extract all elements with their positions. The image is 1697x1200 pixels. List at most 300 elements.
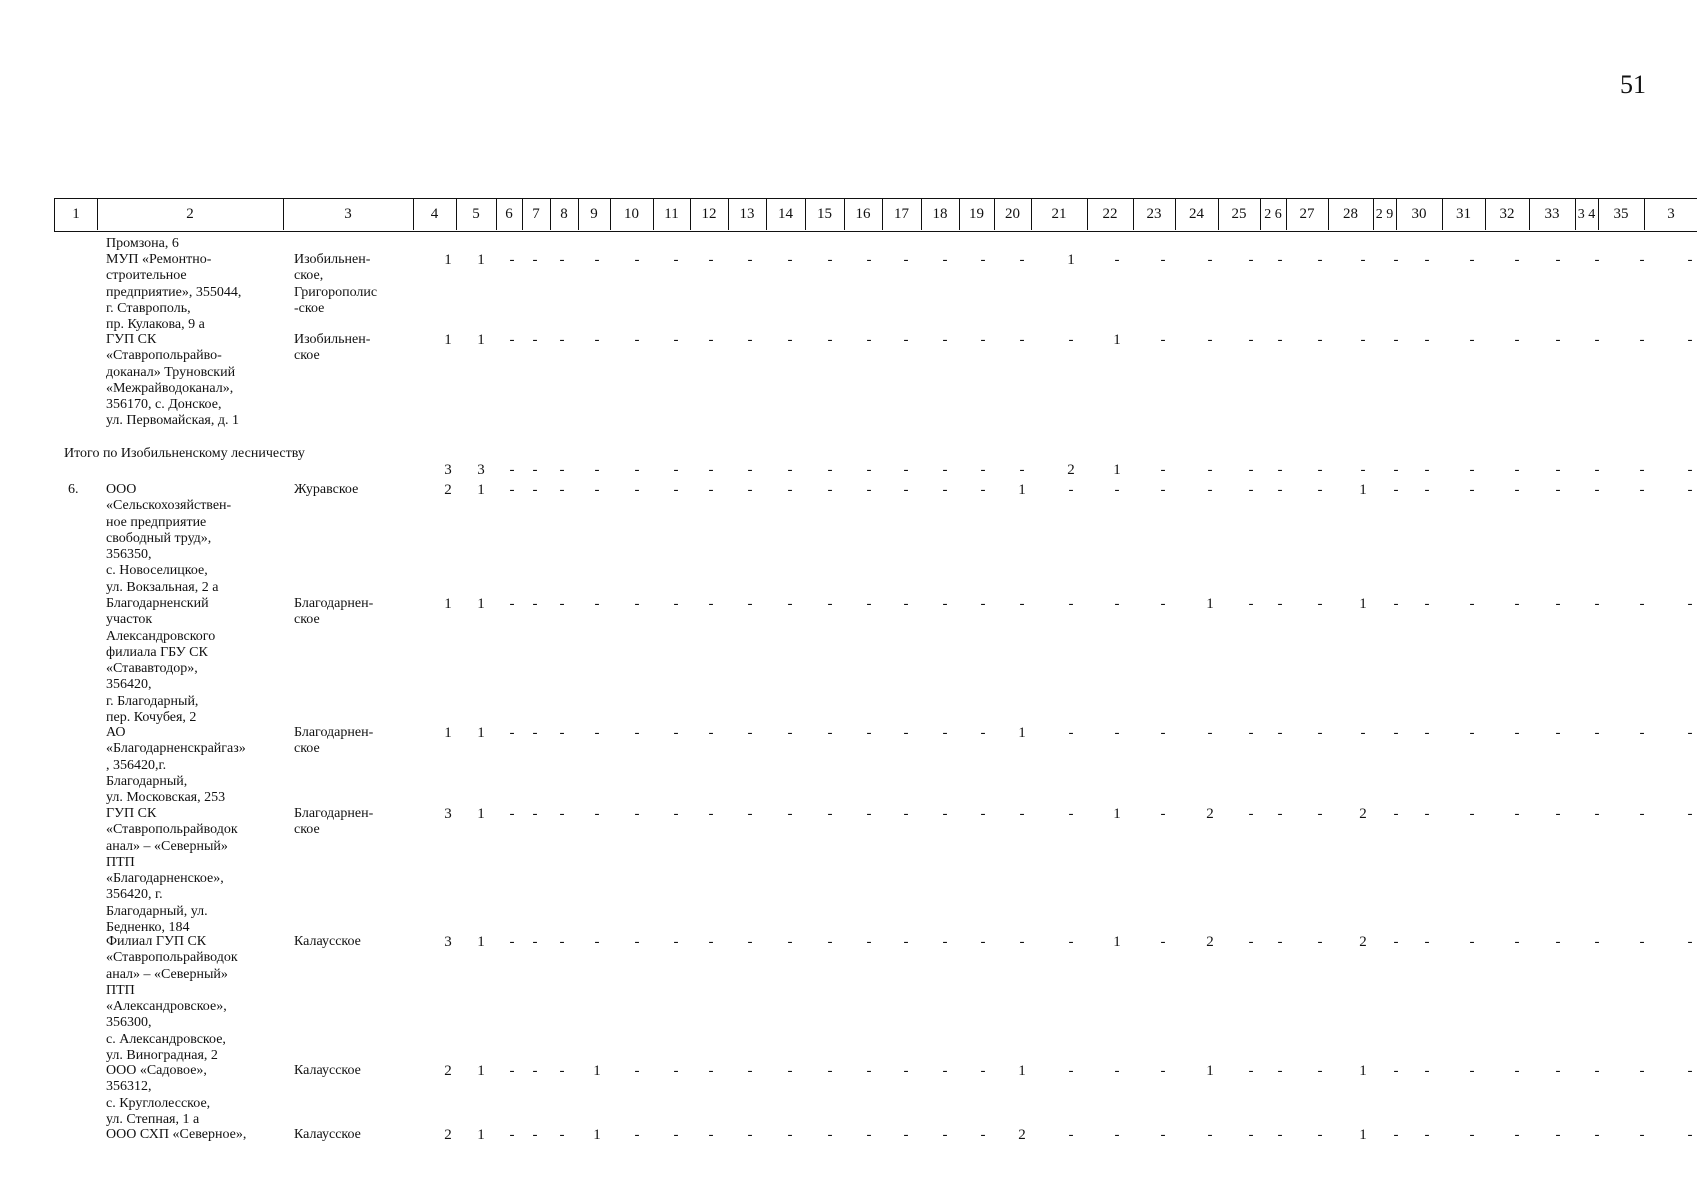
value-cell: - [594, 482, 600, 498]
value-cell: - [673, 806, 679, 822]
value-cell: - [1639, 332, 1645, 348]
value-cell: - [1393, 806, 1399, 822]
value-cell: - [1068, 725, 1074, 741]
value-cell: 1 [444, 725, 452, 741]
value-cell: - [1687, 1127, 1693, 1143]
value-cell: - [559, 462, 565, 478]
value-cell: - [509, 725, 515, 741]
value-cell: - [980, 482, 986, 498]
value-cell: - [673, 725, 679, 741]
value-cell: - [1469, 1127, 1475, 1143]
value-cell: - [1687, 725, 1693, 741]
value-cell: - [1687, 934, 1693, 950]
value-cell: - [559, 596, 565, 612]
value-cell: - [1555, 462, 1561, 478]
value-cell: - [866, 725, 872, 741]
value-cell: - [1424, 1127, 1430, 1143]
row-values [0, 934, 1697, 954]
district-cell: Благодарнен- ское [294, 806, 374, 838]
value-cell: - [1160, 725, 1166, 741]
row-values [0, 1063, 1697, 1083]
header-cell: 31 [1442, 199, 1486, 230]
header-cell: 17 [882, 199, 922, 230]
value-cell: - [1687, 596, 1693, 612]
value-cell: - [1555, 806, 1561, 822]
value-cell: - [903, 596, 909, 612]
value-cell: - [903, 1063, 909, 1079]
value-cell: 3 [477, 462, 485, 478]
organization-cell: Благодарненский участок Александровского филиала ГБУ СК «Стававтодор», 356420, г. Благодарный, пер. Кочубея, 2 [106, 596, 216, 726]
value-cell: - [1317, 934, 1323, 950]
value-cell: - [634, 332, 640, 348]
value-cell: - [1207, 1127, 1213, 1143]
value-cell: - [1469, 806, 1475, 822]
value-cell: - [1019, 462, 1025, 478]
value-cell: - [673, 482, 679, 498]
value-cell: - [532, 596, 538, 612]
header-cell: 12 [690, 199, 729, 230]
value-cell: - [1639, 462, 1645, 478]
value-cell: - [1248, 1063, 1254, 1079]
value-cell: - [1469, 332, 1475, 348]
district-cell: Изобильнен- ское, Григорополис -ское [294, 252, 378, 316]
value-cell: - [1639, 1127, 1645, 1143]
value-cell: - [1317, 252, 1323, 268]
value-cell: - [1160, 332, 1166, 348]
value-cell: - [942, 332, 948, 348]
district-cell: Благодарнен- ское [294, 596, 374, 628]
value-cell: - [903, 482, 909, 498]
value-cell: - [1114, 1063, 1120, 1079]
row-values [0, 596, 1697, 616]
value-cell: - [1317, 1127, 1323, 1143]
value-cell: - [1068, 1127, 1074, 1143]
value-cell: - [509, 252, 515, 268]
value-cell: 1 [1018, 482, 1026, 498]
value-cell: - [980, 1127, 986, 1143]
row-values [0, 725, 1697, 745]
value-cell: - [980, 596, 986, 612]
organization-cell: ГУП СК «Ставропольрайво- доканал» Труновский «Межрайводоканал», 356170, с. Донское, ул. Первомайская, д. 1 [106, 332, 239, 429]
value-cell: - [1639, 482, 1645, 498]
value-cell: - [1687, 806, 1693, 822]
value-cell: - [942, 934, 948, 950]
district-cell: Изобильнен- ское [294, 332, 371, 364]
value-cell: 2 [1206, 934, 1214, 950]
value-cell: - [1160, 596, 1166, 612]
value-cell: - [1068, 596, 1074, 612]
value-cell: 1 [477, 806, 485, 822]
value-cell: 1 [477, 252, 485, 268]
value-cell: - [559, 252, 565, 268]
value-cell: - [942, 482, 948, 498]
header-cell: 32 [1485, 199, 1530, 230]
value-cell: - [747, 1127, 753, 1143]
value-cell: 2 [444, 1127, 452, 1143]
value-cell: - [532, 725, 538, 741]
value-cell: - [1248, 806, 1254, 822]
value-cell: - [708, 806, 714, 822]
value-cell: - [1317, 596, 1323, 612]
value-cell: - [1639, 934, 1645, 950]
value-cell: - [1514, 934, 1520, 950]
row-values [0, 450, 1697, 478]
value-cell: - [1019, 806, 1025, 822]
organization-cell: АО «Благодарненскрайгаз» , 356420,г. Благодарный, ул. Московская, 253 [106, 725, 246, 806]
value-cell: 2 [1359, 806, 1367, 822]
value-cell: - [673, 1063, 679, 1079]
value-cell: - [1393, 482, 1399, 498]
value-cell: - [866, 806, 872, 822]
value-cell: - [827, 482, 833, 498]
value-cell: - [1594, 1127, 1600, 1143]
value-cell: 1 [1359, 482, 1367, 498]
value-cell: - [634, 482, 640, 498]
value-cell: - [673, 462, 679, 478]
table-header-row [54, 198, 1697, 232]
value-cell: - [903, 462, 909, 478]
value-cell: - [1555, 596, 1561, 612]
value-cell: - [1360, 462, 1366, 478]
value-cell: - [1248, 1127, 1254, 1143]
value-cell: - [1248, 934, 1254, 950]
header-cell: 16 [844, 199, 883, 230]
value-cell: - [1248, 596, 1254, 612]
value-cell: - [1514, 596, 1520, 612]
value-cell: 1 [477, 332, 485, 348]
value-cell: - [942, 596, 948, 612]
value-cell: 1 [477, 596, 485, 612]
value-cell: - [1317, 806, 1323, 822]
value-cell: - [1360, 252, 1366, 268]
value-cell: - [634, 806, 640, 822]
value-cell: - [1360, 725, 1366, 741]
value-cell: - [1248, 462, 1254, 478]
value-cell: - [1469, 934, 1475, 950]
value-cell: - [1514, 806, 1520, 822]
value-cell: - [747, 806, 753, 822]
value-cell: 3 [444, 806, 452, 822]
value-cell: - [903, 252, 909, 268]
value-cell: - [787, 462, 793, 478]
value-cell: 1 [444, 252, 452, 268]
value-cell: - [1160, 252, 1166, 268]
value-cell: - [1277, 332, 1283, 348]
value-cell: - [1514, 482, 1520, 498]
value-cell: - [1555, 332, 1561, 348]
value-cell: - [1207, 482, 1213, 498]
value-cell: - [903, 332, 909, 348]
value-cell: - [1393, 1063, 1399, 1079]
value-cell: - [1555, 1063, 1561, 1079]
value-cell: - [708, 1063, 714, 1079]
value-cell: - [1514, 725, 1520, 741]
value-cell: - [1594, 934, 1600, 950]
value-cell: 2 [1359, 934, 1367, 950]
value-cell: - [1687, 482, 1693, 498]
header-cell: 1 [55, 199, 98, 230]
value-cell: - [1207, 725, 1213, 741]
value-cell: - [532, 934, 538, 950]
value-cell: 1 [1113, 934, 1121, 950]
value-cell: - [942, 725, 948, 741]
value-cell: - [747, 1063, 753, 1079]
value-cell: - [1555, 252, 1561, 268]
organization-cell: Филиал ГУП СК «Ставропольрайводок анал» – «Северный» ПТП «Александровское», 356300, с. Александровское, ул. Виноградная, 2 [106, 934, 238, 1064]
value-cell: - [1639, 806, 1645, 822]
value-cell: - [708, 252, 714, 268]
value-cell: 3 [444, 462, 452, 478]
value-cell: 1 [1206, 596, 1214, 612]
value-cell: 2 [1206, 806, 1214, 822]
value-cell: - [594, 725, 600, 741]
value-cell: - [1248, 252, 1254, 268]
value-cell: - [559, 725, 565, 741]
value-cell: - [827, 1063, 833, 1079]
value-cell: - [1393, 725, 1399, 741]
value-cell: 1 [1113, 332, 1121, 348]
value-cell: - [1114, 725, 1120, 741]
header-cell: 25 [1218, 199, 1261, 230]
value-cell: - [903, 806, 909, 822]
value-cell: - [1114, 482, 1120, 498]
value-cell: - [980, 725, 986, 741]
total-label: Итого по Изобильненскому лесничеству [64, 446, 305, 461]
value-cell: - [1277, 596, 1283, 612]
header-cell: 24 [1175, 199, 1219, 230]
organization-cell: ООО СХП «Северное», [106, 1127, 247, 1142]
value-cell: - [1594, 482, 1600, 498]
row-number: 6. [68, 482, 79, 497]
value-cell: - [594, 332, 600, 348]
value-cell: - [827, 462, 833, 478]
value-cell: - [673, 596, 679, 612]
value-cell: - [634, 1063, 640, 1079]
header-cell: 8 [550, 199, 579, 230]
value-cell: - [787, 725, 793, 741]
value-cell: - [1469, 482, 1475, 498]
value-cell: - [866, 934, 872, 950]
value-cell: - [594, 596, 600, 612]
value-cell: - [1424, 1063, 1430, 1079]
header-cell: 23 [1133, 199, 1176, 230]
value-cell: - [1393, 252, 1399, 268]
value-cell: - [980, 1063, 986, 1079]
value-cell: - [827, 1127, 833, 1143]
value-cell: 1 [1067, 252, 1075, 268]
value-cell: - [708, 934, 714, 950]
header-cell: 11 [653, 199, 691, 230]
value-cell: - [827, 332, 833, 348]
district-cell: Калаусское [294, 1127, 361, 1142]
value-cell: - [980, 252, 986, 268]
value-cell: - [559, 934, 565, 950]
value-cell: - [1317, 482, 1323, 498]
value-cell: - [1594, 1063, 1600, 1079]
header-cell: 2 9 [1373, 199, 1397, 230]
value-cell: - [747, 596, 753, 612]
value-cell: - [980, 806, 986, 822]
value-cell: - [787, 1063, 793, 1079]
value-cell: - [1160, 482, 1166, 498]
header-cell: 2 6 [1260, 199, 1287, 230]
value-cell: - [559, 482, 565, 498]
value-cell: - [708, 1127, 714, 1143]
value-cell: 1 [1113, 462, 1121, 478]
value-cell: 1 [1359, 1127, 1367, 1143]
value-cell: - [509, 596, 515, 612]
value-cell: - [634, 725, 640, 741]
value-cell: - [634, 934, 640, 950]
value-cell: - [787, 1127, 793, 1143]
value-cell: - [1207, 332, 1213, 348]
value-cell: - [1277, 1063, 1283, 1079]
value-cell: - [708, 596, 714, 612]
value-cell: - [708, 462, 714, 478]
value-cell: - [747, 462, 753, 478]
value-cell: - [942, 462, 948, 478]
value-cell: 1 [444, 596, 452, 612]
header-cell: 33 [1529, 199, 1576, 230]
value-cell: - [866, 1063, 872, 1079]
value-cell: - [1514, 1063, 1520, 1079]
value-cell: - [1068, 332, 1074, 348]
value-cell: - [1687, 332, 1693, 348]
value-cell: - [1317, 1063, 1323, 1079]
value-cell: 2 [444, 482, 452, 498]
value-cell: - [1317, 332, 1323, 348]
value-cell: - [1424, 252, 1430, 268]
value-cell: - [1317, 462, 1323, 478]
value-cell: - [1114, 252, 1120, 268]
value-cell: - [827, 934, 833, 950]
value-cell: - [942, 806, 948, 822]
value-cell: - [866, 596, 872, 612]
value-cell: - [1687, 462, 1693, 478]
value-cell: - [942, 252, 948, 268]
value-cell: - [708, 725, 714, 741]
header-cell: 10 [610, 199, 654, 230]
row-values [0, 1127, 1697, 1147]
value-cell: - [559, 332, 565, 348]
value-cell: - [903, 725, 909, 741]
organization-cell: Промзона, 6 [106, 236, 179, 251]
value-cell: 1 [1359, 1063, 1367, 1079]
organization-cell: ООО «Сельскохозяйствен- ное предприятие свободный труд», 356350, с. Новоселицкое, ул. Вокзальная, 2 а [106, 482, 232, 595]
value-cell: - [1639, 596, 1645, 612]
value-cell: - [942, 1127, 948, 1143]
value-cell: - [827, 596, 833, 612]
value-cell: - [1555, 1127, 1561, 1143]
header-cell: 5 [456, 199, 497, 230]
header-cell: 19 [959, 199, 995, 230]
value-cell: - [673, 252, 679, 268]
value-cell: - [509, 332, 515, 348]
value-cell: - [1424, 934, 1430, 950]
value-cell: - [532, 252, 538, 268]
value-cell: - [1639, 252, 1645, 268]
value-cell: - [1114, 1127, 1120, 1143]
district-cell: Калаусское [294, 1063, 361, 1078]
organization-cell: ГУП СК «Ставропольрайводок анал» – «Северный» ПТП «Благодарненское», 356420, г. Благодарный, ул. Бедненко, 184 [106, 806, 238, 936]
value-cell: - [787, 252, 793, 268]
value-cell: - [787, 806, 793, 822]
value-cell: - [1469, 462, 1475, 478]
value-cell: 1 [1018, 725, 1026, 741]
organization-cell: МУП «Ремонтно- строительное предприятие», 355044, г. Ставрополь, пр. Кулакова, 9 а [106, 252, 242, 333]
value-cell: - [1277, 252, 1283, 268]
header-cell: 6 [496, 199, 523, 230]
value-cell: - [594, 252, 600, 268]
value-cell: - [866, 252, 872, 268]
value-cell: - [747, 934, 753, 950]
value-cell: 1 [593, 1063, 601, 1079]
value-cell: - [594, 934, 600, 950]
value-cell: - [532, 1127, 538, 1143]
value-cell: - [1248, 725, 1254, 741]
value-cell: - [1068, 1063, 1074, 1079]
value-cell: 1 [477, 482, 485, 498]
value-cell: - [634, 596, 640, 612]
value-cell: - [1469, 252, 1475, 268]
value-cell: 1 [477, 1127, 485, 1143]
value-cell: - [634, 1127, 640, 1143]
value-cell: - [708, 482, 714, 498]
value-cell: - [1248, 482, 1254, 498]
header-cell: 3 [1667, 206, 1675, 222]
value-cell: - [1687, 1063, 1693, 1079]
value-cell: - [509, 1127, 515, 1143]
value-cell: - [1160, 806, 1166, 822]
header-cell: 9 [578, 199, 611, 230]
row-values [0, 806, 1697, 826]
value-cell: - [673, 934, 679, 950]
value-cell: - [634, 252, 640, 268]
value-cell: - [532, 462, 538, 478]
value-cell: - [1019, 934, 1025, 950]
value-cell: 1 [593, 1127, 601, 1143]
value-cell: - [1317, 725, 1323, 741]
value-cell: 1 [1113, 806, 1121, 822]
value-cell: - [1469, 596, 1475, 612]
value-cell: 1 [1206, 1063, 1214, 1079]
value-cell: - [1594, 332, 1600, 348]
value-cell: - [1277, 482, 1283, 498]
value-cell: - [980, 462, 986, 478]
header-cell: 3 [283, 199, 414, 230]
value-cell: - [1424, 806, 1430, 822]
header-cell: 20 [994, 199, 1032, 230]
value-cell: - [1068, 934, 1074, 950]
value-cell: - [747, 725, 753, 741]
value-cell: - [1360, 332, 1366, 348]
value-cell: - [787, 934, 793, 950]
value-cell: - [559, 1063, 565, 1079]
value-cell: - [827, 725, 833, 741]
value-cell: - [1019, 332, 1025, 348]
value-cell: - [559, 1127, 565, 1143]
value-cell: - [1160, 1127, 1166, 1143]
value-cell: - [980, 332, 986, 348]
header-cell: 15 [805, 199, 845, 230]
value-cell: 2 [1067, 462, 1075, 478]
value-cell: - [1393, 934, 1399, 950]
header-cell: 14 [766, 199, 806, 230]
value-cell: - [1160, 462, 1166, 478]
value-cell: - [903, 1127, 909, 1143]
value-cell: - [634, 462, 640, 478]
value-cell: - [1469, 725, 1475, 741]
